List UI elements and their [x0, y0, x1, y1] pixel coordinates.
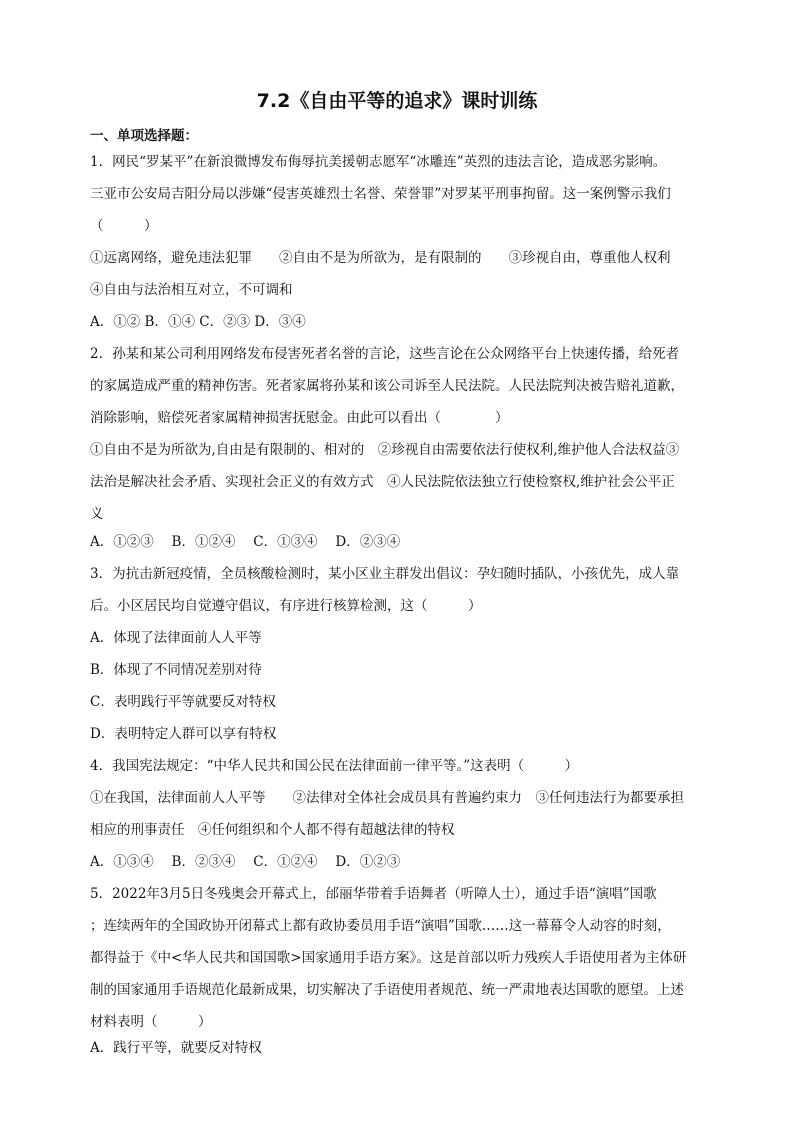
text-line: 制的国家通用手语规范化最新成果，切实解决了手语使用者规范、统一严肃地表达国歌的愿望。上述	[90, 982, 684, 998]
text-line: 2．孙某和某公司利用网络发布侵害死者名誉的言论，这些言论在公众网络平台上快速传播，给死者	[90, 346, 680, 362]
text-line: A．体现了法律面前人人平等	[90, 630, 262, 646]
text-line: ①自由不是为所欲为,自由是有限制的、相对的 ②珍视自由需要依法行使权利,维护他人合法权益③	[90, 442, 680, 458]
text-line: 的家属造成严重的精神伤害。死者家属将孙某和该公司诉至人民法院。人民法院判决被告赔礼道歉，	[90, 378, 684, 394]
text-line: 1．网民“罗某平”在新浪微博发布侮辱抗美援朝志愿军“冰雕连”英烈的违法言论，造成恶劣影响。	[90, 154, 667, 170]
text-line: 4．我国宪法规定：“中华人民共和国公民在法律面前一律平等。”这表明（ ）	[90, 758, 579, 774]
text-line: A．①② B．①④ C．②③ D．③④	[90, 314, 306, 330]
text-line: D．表明特定人群可以享有特权	[90, 726, 277, 742]
text-line: ；连续两年的全国政协开闭幕式上都有政协委员用手语“演唱”国歌……这一幕幕令人动容的时刻，	[90, 918, 671, 934]
text-line: 三亚市公安局吉阳分局以涉嫌“侵害英雄烈士名誉、荣誉罪”对罗某平刑事拘留。这一案例警示我们	[90, 186, 671, 202]
text-line: ④自由与法治相互对立，不可调和	[90, 282, 293, 298]
text-line: （ ）	[90, 218, 158, 234]
text-line: 都得益于《中<华人民共和国国歌>国家通用手语方案》。这是首部以听力残疾人手语使用者为主体研	[90, 950, 687, 966]
text-line: ①在我国，法律面前人人平等 ②法律对全体社会成员具有普遍约束力 ③任何违法行为都要承担	[90, 790, 684, 806]
text-line: B．体现了不同情况差别对待	[90, 662, 262, 678]
text-line: A．践行平等，就要反对特权	[90, 1040, 262, 1056]
text-line: C．表明践行平等就要反对特权	[90, 694, 276, 710]
document-title: 7.2《自由平等的追求》课时训练	[256, 90, 538, 112]
text-line: 材料表明（ ）	[90, 1014, 212, 1030]
text-line: 5．2022年3月5日冬残奥会开幕式上，邰丽华带着手语舞者（听障人士），通过手语“演唱”国歌	[90, 886, 657, 902]
text-line: 消除影响，赔偿死者家属精神损害抚慰金。由此可以看出（ ）	[90, 410, 509, 426]
text-line: 义	[90, 506, 104, 522]
text-line: 3．为抗击新冠疫情，全员核酸检测时，某小区业主群发出倡议：孕妇随时插队，小孩优先，成人靠	[90, 566, 680, 582]
text-line: A．①②③ B．①②④ C．①③④ D．②③④	[90, 534, 401, 550]
text-line: 后。小区居民均自觉遵守倡议，有序进行核算检测，这（ ）	[90, 598, 482, 614]
text-line: ①远离网络，避免违法犯罪 ②自由不是为所欲为，是有限制的 ③珍视自由，尊重他人权利	[90, 250, 671, 266]
text-line: 法治是解决社会矛盾、实现社会正义的有效方式 ④人民法院依法独立行使检察权,维护社会公平正	[90, 474, 675, 490]
text-line: A．①③④ B．②③④ C．①②④ D．①②③	[90, 854, 401, 870]
text-line: 相应的刑事责任 ④任何组织和个人都不得有超越法律的特权	[90, 822, 455, 838]
section-heading: 一、单项选择题：	[90, 128, 198, 144]
